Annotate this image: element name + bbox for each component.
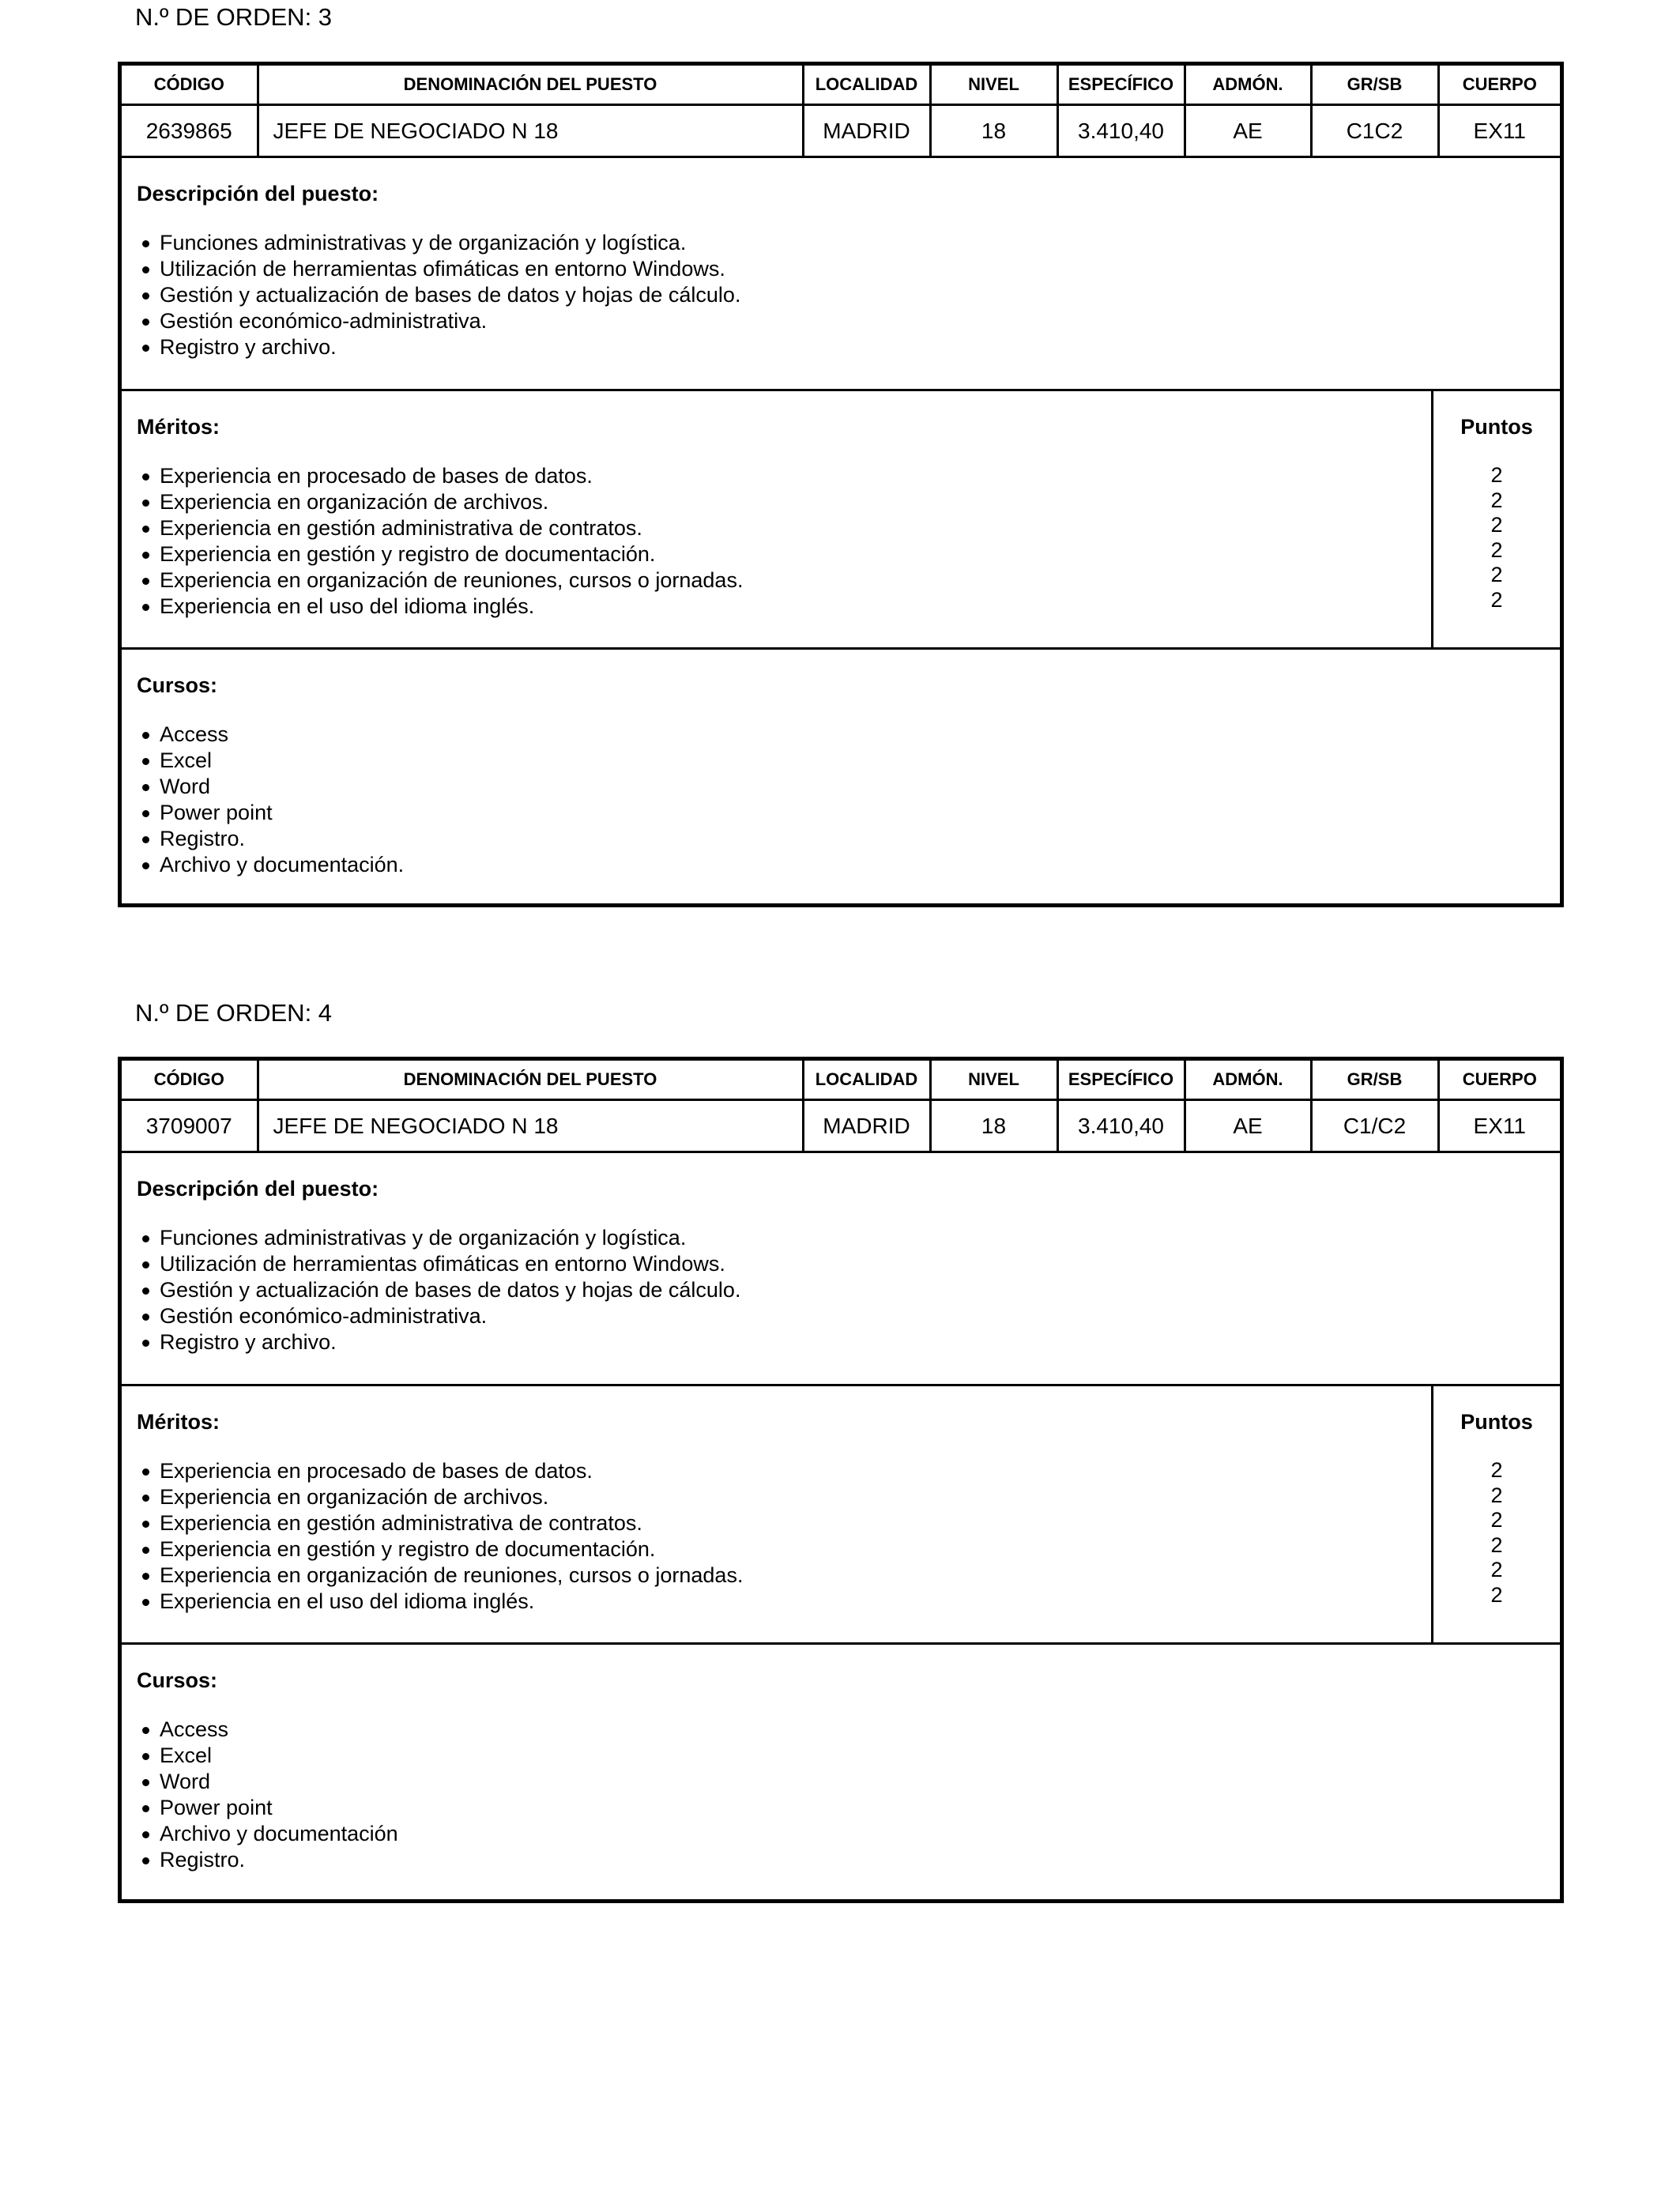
- header-denominacion: DENOMINACIÓN DEL PUESTO: [258, 1061, 803, 1100]
- meritos-list: [122, 463, 1431, 620]
- descripcion-list: [122, 1225, 1560, 1355]
- job-header-table: [122, 1061, 1560, 1153]
- puntos-value: 2: [1490, 537, 1503, 562]
- list-item: Experiencia en procesado de bases de datos.: [142, 463, 1431, 489]
- header-cuerpo: CUERPO: [1438, 66, 1560, 105]
- header-nivel: NIVEL: [930, 1061, 1057, 1100]
- list-item: Excel: [142, 748, 1560, 774]
- cursos-label: Cursos:: [137, 1668, 218, 1692]
- value-nivel: 18: [930, 1100, 1057, 1152]
- list-item: Excel: [142, 1743, 1560, 1769]
- list-item: Gestión económico-administrativa.: [142, 1303, 1560, 1329]
- value-admon: AE: [1185, 105, 1311, 157]
- list-item: Experiencia en el uso del idioma inglés.: [142, 594, 1431, 620]
- header-especifico: ESPECÍFICO: [1057, 66, 1185, 105]
- puntos-value: 2: [1490, 488, 1503, 512]
- puntos-column: [1433, 1386, 1560, 1642]
- list-item: Gestión y actualización de bases de datos y hojas de cálculo.: [142, 282, 1560, 308]
- puntos-value: 2: [1490, 563, 1503, 586]
- list-item: Gestión económico-administrativa.: [142, 308, 1560, 334]
- header-nivel: NIVEL: [930, 66, 1057, 105]
- header-admon: ADMÓN.: [1185, 66, 1311, 105]
- value-grsb: C1/C2: [1311, 1100, 1438, 1152]
- value-codigo: 2639865: [122, 105, 258, 157]
- list-item: Archivo y documentación.: [142, 852, 1560, 878]
- puntos-value: 2: [1490, 463, 1503, 487]
- header-admon: ADMÓN.: [1185, 1061, 1311, 1100]
- puntos-list: [1433, 463, 1560, 613]
- puntos-value: 2: [1490, 587, 1503, 612]
- list-item: Utilización de herramientas ofimáticas en entorno Windows.: [142, 256, 1560, 282]
- meritos-label: Méritos:: [137, 415, 220, 439]
- descripcion-section: [122, 158, 1560, 391]
- puntos-label: Puntos: [1460, 1410, 1533, 1434]
- list-item: Registro y archivo.: [142, 1329, 1560, 1355]
- value-especifico: 3.410,40: [1057, 1100, 1185, 1152]
- list-item: Registro.: [142, 1847, 1560, 1873]
- cursos-list: [122, 722, 1560, 878]
- puntos-value: 2: [1490, 1483, 1503, 1507]
- list-item: Gestión y actualización de bases de datos y hojas de cálculo.: [142, 1277, 1560, 1303]
- cursos-section: [122, 1645, 1560, 1873]
- value-denominacion: JEFE DE NEGOCIADO N 18: [258, 105, 803, 157]
- list-item: Word: [142, 1769, 1560, 1795]
- list-item: Experiencia en organización de reuniones, cursos o jornadas.: [142, 567, 1431, 594]
- list-item: Experiencia en organización de reuniones, cursos o jornadas.: [142, 1563, 1431, 1589]
- value-codigo: 3709007: [122, 1100, 258, 1152]
- header-grsb: GR/SB: [1311, 1061, 1438, 1100]
- value-grsb: C1C2: [1311, 105, 1438, 157]
- value-admon: AE: [1185, 1100, 1311, 1152]
- puntos-value: 2: [1490, 1508, 1503, 1532]
- meritos-column: [122, 391, 1433, 647]
- order-title: N.º DE ORDEN: 3: [135, 3, 333, 31]
- value-cuerpo: EX11: [1438, 105, 1560, 157]
- list-item: Registro y archivo.: [142, 334, 1560, 360]
- list-item: Experiencia en gestión y registro de documentación.: [142, 541, 1431, 567]
- list-item: Word: [142, 774, 1560, 800]
- header-grsb: GR/SB: [1311, 66, 1438, 105]
- meritos-section: [122, 1386, 1560, 1645]
- list-item: Experiencia en organización de archivos.: [142, 1484, 1431, 1510]
- list-item: Access: [142, 722, 1560, 748]
- puntos-value: 2: [1490, 1582, 1503, 1607]
- meritos-list: [122, 1458, 1431, 1615]
- list-item: Access: [142, 1717, 1560, 1743]
- value-localidad: MADRID: [803, 1100, 930, 1152]
- list-item: Power point: [142, 800, 1560, 826]
- header-localidad: LOCALIDAD: [803, 66, 930, 105]
- job-posting-table: [118, 62, 1564, 907]
- descripcion-label: Descripción del puesto:: [137, 1177, 379, 1201]
- puntos-value: 2: [1490, 513, 1503, 537]
- meritos-section: [122, 391, 1560, 650]
- header-codigo: CÓDIGO: [122, 66, 258, 105]
- header-cuerpo: CUERPO: [1438, 1061, 1560, 1100]
- list-item: Experiencia en el uso del idioma inglés.: [142, 1589, 1431, 1615]
- puntos-list: [1433, 1458, 1560, 1608]
- job-header-table: [122, 66, 1560, 158]
- value-localidad: MADRID: [803, 105, 930, 157]
- order-title: N.º DE ORDEN: 4: [135, 999, 333, 1027]
- descripcion-label: Descripción del puesto:: [137, 182, 379, 205]
- job-posting-table: [118, 1057, 1564, 1903]
- list-item: Experiencia en gestión administrativa de contratos.: [142, 1510, 1431, 1536]
- header-especifico: ESPECÍFICO: [1057, 1061, 1185, 1100]
- puntos-column: [1433, 391, 1560, 647]
- list-item: Experiencia en gestión administrativa de contratos.: [142, 515, 1431, 541]
- descripcion-section: [122, 1153, 1560, 1386]
- cursos-list: [122, 1717, 1560, 1873]
- descripcion-list: [122, 230, 1560, 360]
- header-codigo: CÓDIGO: [122, 1061, 258, 1100]
- list-item: Archivo y documentación: [142, 1821, 1560, 1847]
- list-item: Utilización de herramientas ofimáticas en entorno Windows.: [142, 1251, 1560, 1277]
- header-denominacion: DENOMINACIÓN DEL PUESTO: [258, 66, 803, 105]
- value-cuerpo: EX11: [1438, 1100, 1560, 1152]
- cursos-section: [122, 650, 1560, 878]
- header-localidad: LOCALIDAD: [803, 1061, 930, 1100]
- list-item: Funciones administrativas y de organización y logística.: [142, 1225, 1560, 1251]
- list-item: Funciones administrativas y de organización y logística.: [142, 230, 1560, 256]
- value-especifico: 3.410,40: [1057, 105, 1185, 157]
- list-item: Experiencia en organización de archivos.: [142, 489, 1431, 515]
- list-item: Power point: [142, 1795, 1560, 1821]
- puntos-value: 2: [1490, 1458, 1503, 1482]
- puntos-label: Puntos: [1460, 415, 1533, 439]
- list-item: Experiencia en gestión y registro de documentación.: [142, 1536, 1431, 1563]
- list-item: Registro.: [142, 826, 1560, 852]
- puntos-value: 2: [1490, 1558, 1503, 1581]
- cursos-label: Cursos:: [137, 673, 218, 697]
- list-item: Experiencia en procesado de bases de datos.: [142, 1458, 1431, 1484]
- puntos-value: 2: [1490, 1532, 1503, 1557]
- value-denominacion: JEFE DE NEGOCIADO N 18: [258, 1100, 803, 1152]
- value-nivel: 18: [930, 105, 1057, 157]
- meritos-column: [122, 1386, 1433, 1642]
- meritos-label: Méritos:: [137, 1410, 220, 1434]
